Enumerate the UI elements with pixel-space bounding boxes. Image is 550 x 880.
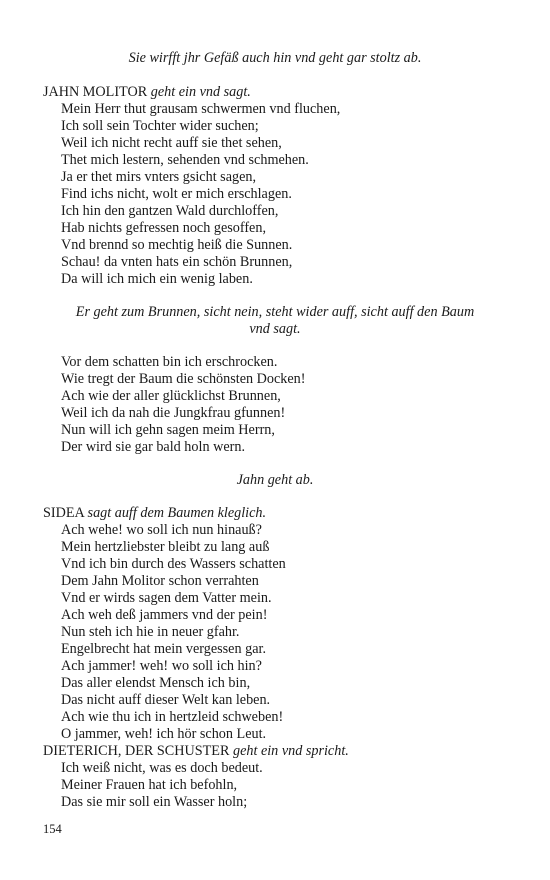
verse-line: Mein hertzliebster bleibt zu lang auß (61, 539, 270, 555)
verse-line: Find ichs nicht, wolt er mich erschlagen. (61, 186, 292, 202)
speaker-sidea (43, 505, 266, 522)
verse-line: Ach wehe! wo soll ich nun hinauß? (61, 522, 262, 538)
verse-line: Hab nichts gefressen noch gesoffen, (61, 220, 266, 236)
stage-direction-exit: Sie wirfft jhr Gefäß auch hin vnd geht gar stoltz ab. (128, 50, 422, 66)
verse-line: Vnd brennd so mechtig heiß die Sunnen. (61, 237, 293, 253)
speaker-jahn-molitor (43, 84, 251, 101)
verse-line: Ach weh deß jammers vnd der pein! (61, 607, 268, 623)
speaker-name: DIETERICH, DER SCHUSTER (43, 743, 230, 759)
verse-line: Dem Jahn Molitor schon verrahten (61, 573, 259, 589)
verse-line: Meiner Frauen hat ich befohln, (61, 777, 238, 793)
stage-direction-well: Er geht zum Brunnen, sicht nein, steht wider auff, sicht auff den Baum (75, 304, 475, 320)
verse-line: Da will ich mich ein wenig laben. (61, 271, 253, 287)
verse-line: Vnd er wirds sagen dem Vatter mein. (61, 590, 272, 606)
verse-line: Das nicht auff dieser Welt kan leben. (61, 692, 271, 708)
verse-line: Das sie mir soll ein Wasser holn; (61, 794, 248, 810)
verse-line: Weil ich da nah die Jungkfrau gfunnen! (61, 405, 286, 421)
verse-line: Engelbrecht hat mein vergessen gar. (61, 641, 266, 657)
page-number: 154 (43, 822, 62, 836)
verse-line: Vor dem schatten bin ich erschrocken. (61, 354, 278, 370)
verse-line: Thet mich lestern, sehenden vnd schmehen. (61, 152, 309, 168)
verse-line: Schau! da vnten hats ein schön Brunnen, (61, 254, 293, 270)
stage-direction-well-cont: vnd sagt. (249, 321, 301, 337)
verse-line: O jammer, weh! ich hör schon Leut. (61, 726, 267, 742)
verse-line: Mein Herr thut grausam schwermen vnd fluchen, (61, 101, 341, 117)
verse-line: Der wird sie gar bald holn wern. (61, 439, 245, 455)
verse-line: Ich soll sein Tochter wider suchen; (61, 118, 259, 134)
speaker-name: SIDEA (43, 505, 84, 521)
verse-line: Ja er thet mirs vnters gsicht sagen, (61, 169, 257, 185)
verse-line: Ach wie der aller glücklichst Brunnen, (61, 388, 281, 404)
verse-line: Ach wie thu ich in hertzleid schweben! (61, 709, 284, 725)
speaker-action: sagt auff dem Baumen kleglich. (87, 505, 267, 521)
verse-line: Ich hin den gantzen Wald durchloffen, (61, 203, 279, 219)
stage-direction-jahn-exit: Jahn geht ab. (236, 472, 314, 488)
verse-line: Nun steh ich hie in neuer gfahr. (61, 624, 240, 640)
verse-line: Ich weiß nicht, was es doch bedeut. (61, 760, 263, 776)
verse-line: Wie tregt der Baum die schönsten Docken! (61, 371, 306, 387)
speaker-action: geht ein vnd sagt. (150, 84, 251, 100)
speaker-action: geht ein vnd spricht. (232, 743, 349, 759)
verse-line: Das aller elendst Mensch ich bin, (61, 675, 251, 691)
verse-line: Vnd ich bin durch des Wassers schatten (61, 556, 286, 572)
verse-line: Weil ich nicht recht auff sie thet sehen, (61, 135, 282, 151)
speaker-name: JAHN MOLITOR (43, 84, 148, 100)
verse-line: Nun will ich gehn sagen meim Herrn, (61, 422, 275, 438)
verse-line: Ach jammer! weh! wo soll ich hin? (61, 658, 262, 674)
speaker-dieterich (43, 743, 349, 760)
